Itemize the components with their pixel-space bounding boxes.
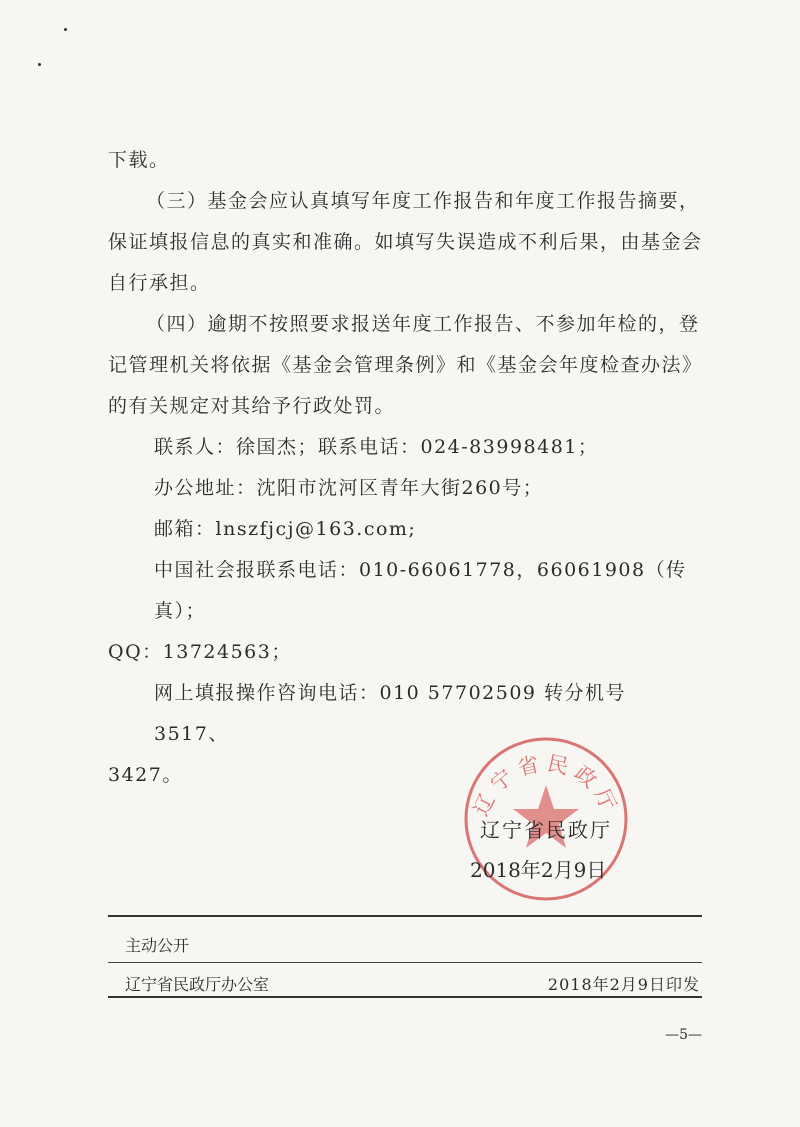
page-number: —5— [665,1027,702,1043]
online-support-phone-cont: 3427。 [108,764,183,786]
signing-organization: 辽宁省民政厅 [480,818,612,842]
contact-person: 联系人：徐国杰；联系电话：024-83998481； [154,436,599,458]
qq-line: QQ：13724563； [108,641,292,663]
body-text [108,140,708,796]
footer-middle-rule [108,962,702,963]
footer-top-rule [108,915,702,917]
footer-bottom-rule [108,996,702,998]
signature-block [470,810,670,890]
newspaper-phone: 中国社会报联系电话：010-66061778，66061908（传真）； [154,559,687,622]
paragraph-4: （四）逾期不按照要求报送年度工作报告、不参加年检的，登记管理机关将依据《基金会管理条例》和《基金会年度检查办法》的有关规定对其给予行政处罚。 [108,313,703,417]
online-support-phone: 网上填报操作咨询电话：010 57702509 转分机号 3517、 [154,682,627,745]
scan-speck [64,28,67,31]
text-line: 下载。 [108,149,170,171]
issue-date: 2018年2月9日印发 [547,975,700,994]
issuing-office: 辽宁省民政厅办公室 [125,975,270,994]
paragraph-3: （三）基金会应认真填写年度工作报告和年度工作报告摘要，保证填报信息的真实和准确。如填写失误造成不利后果，由基金会自行承担。 [108,190,703,294]
signing-date: 2018年2月9日 [470,858,607,882]
seal-text: 辽宁省民政厅 [468,750,624,820]
office-address: 办公地址：沈阳市沈河区青年大街260号； [154,477,544,499]
scan-speck [38,63,41,66]
publicity-label: 主动公开 [125,936,190,955]
email-line: 邮箱：lnszfjcj@163.com; [154,518,417,540]
